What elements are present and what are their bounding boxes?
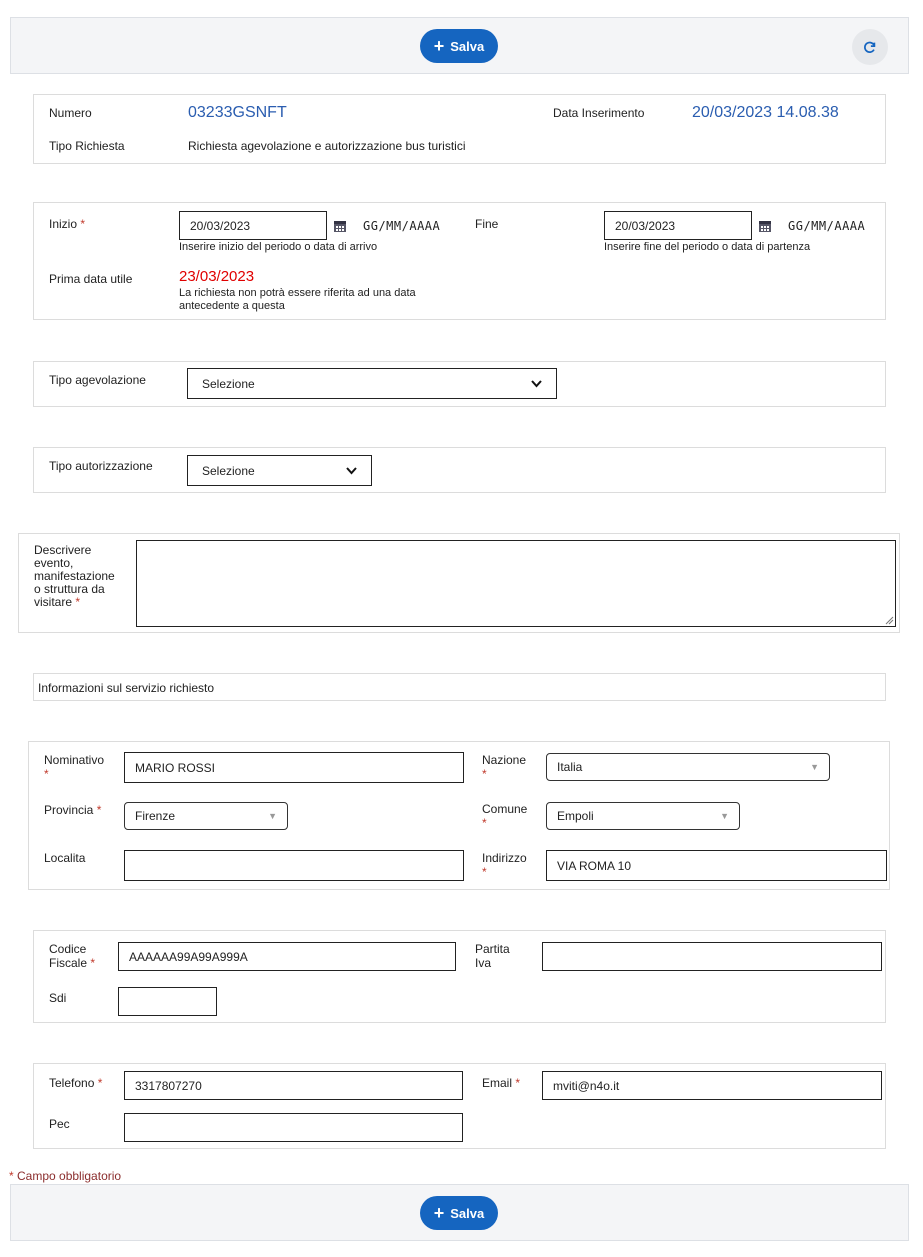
info-section-title <box>33 673 886 701</box>
agevolazione-select[interactable] <box>187 368 557 399</box>
provincia-label: Provincia * <box>44 803 102 817</box>
fine-input[interactable]: 20/03/2023 <box>604 211 752 240</box>
save-button-top[interactable] <box>420 29 498 63</box>
caret-down-icon: ▼ <box>268 811 277 821</box>
sdi-input[interactable] <box>118 987 217 1016</box>
tipo-richiesta-value: Richiesta agevolazione e autorizzazione bus turistici <box>188 139 466 153</box>
nazione-value: Italia <box>557 760 583 774</box>
telefono-label: Telefono * <box>49 1076 103 1090</box>
contatti-section <box>33 1063 886 1149</box>
prima-data-value: 23/03/2023 <box>179 268 255 285</box>
chevron-down-icon <box>346 467 357 475</box>
caret-down-icon: ▼ <box>720 811 729 821</box>
data-inserimento-label: Data Inserimento <box>553 106 645 120</box>
autorizzazione-label: Tipo autorizzazione <box>49 459 153 473</box>
refresh-icon <box>863 40 877 54</box>
save-label: Salva <box>450 38 485 54</box>
caret-down-icon: ▼ <box>810 762 819 772</box>
prima-data-note: La richiesta non potrà essere riferita ad una data antecedente a questa <box>179 287 416 312</box>
descrizione-section <box>18 533 900 633</box>
localita-label: Localita <box>44 851 86 865</box>
info-title: Informazioni sul servizio richiesto <box>38 681 215 695</box>
inizio-format-hint: GG/MM/AAAA <box>363 219 441 233</box>
calendar-icon[interactable] <box>333 219 347 233</box>
fine-format-hint: GG/MM/AAAA <box>788 219 866 233</box>
partita-iva-input[interactable] <box>542 942 882 971</box>
inizio-hint: Inserire inizio del periodo o data di arrivo <box>179 241 378 253</box>
numero-value: 03233GSNFT <box>188 104 287 121</box>
prima-data-label: Prima data utile <box>49 272 133 286</box>
tipo-richiesta-label: Tipo Richiesta <box>49 139 125 153</box>
localita-input[interactable] <box>124 850 464 881</box>
inizio-label: Inizio * <box>49 217 86 231</box>
fine-label: Fine <box>475 217 499 231</box>
required-note: * Campo obbligatorio <box>9 1169 122 1183</box>
save-button-bottom[interactable] <box>420 1196 498 1230</box>
refresh-button[interactable] <box>852 29 888 65</box>
sdi-label: Sdi <box>49 991 67 1005</box>
plus-icon: + <box>433 36 445 56</box>
chevron-down-icon <box>531 380 542 388</box>
descrizione-textarea[interactable] <box>136 540 896 627</box>
fine-hint: Inserire fine del periodo o data di partenza <box>604 241 811 253</box>
pec-label: Pec <box>49 1117 70 1131</box>
provincia-select[interactable] <box>124 802 288 830</box>
comune-select[interactable] <box>546 802 740 830</box>
descrizione-label: Descrivere evento, manifestazione o struttura da visitare * <box>34 543 115 609</box>
pec-input[interactable] <box>124 1113 463 1142</box>
bottom-toolbar <box>10 1184 909 1241</box>
numero-label: Numero <box>49 106 92 120</box>
top-toolbar <box>10 17 909 74</box>
resize-handle-icon[interactable] <box>885 616 894 625</box>
email-input[interactable]: mviti@n4o.it <box>542 1071 882 1100</box>
autorizzazione-value: Selezione <box>202 463 255 478</box>
plus-icon: + <box>433 1203 445 1223</box>
nominativo-input[interactable]: MARIO ROSSI <box>124 752 464 783</box>
telefono-input[interactable]: 3317807270 <box>124 1071 463 1100</box>
codice-fiscale-label: Codice Fiscale * <box>49 942 96 970</box>
fiscale-section <box>33 930 886 1023</box>
provincia-value: Firenze <box>135 809 176 823</box>
agevolazione-label: Tipo agevolazione <box>49 373 146 387</box>
partita-iva-label: Partita Iva <box>475 942 510 970</box>
autorizzazione-section <box>33 447 886 493</box>
inizio-input[interactable]: 20/03/2023 <box>179 211 327 240</box>
agevolazione-section <box>33 361 886 407</box>
indirizzo-input[interactable]: VIA ROMA 10 <box>546 850 887 881</box>
email-label: Email * <box>482 1076 521 1090</box>
save-label: Salva <box>450 1205 485 1221</box>
anagrafica-section <box>28 741 890 890</box>
period-section <box>33 202 886 320</box>
comune-label: Comune * <box>482 802 528 830</box>
agevolazione-value: Selezione <box>202 376 255 391</box>
calendar-icon[interactable] <box>758 219 772 233</box>
request-header <box>33 94 886 164</box>
indirizzo-label: Indirizzo * <box>482 851 527 879</box>
nominativo-label: Nominativo * <box>44 753 105 781</box>
nazione-select[interactable] <box>546 753 830 781</box>
nazione-label: Nazione * <box>482 753 527 781</box>
data-inserimento-value: 20/03/2023 14.08.38 <box>692 104 839 121</box>
autorizzazione-select[interactable] <box>187 455 372 486</box>
comune-value: Empoli <box>557 809 594 823</box>
codice-fiscale-input[interactable]: AAAAAA99A99A999A <box>118 942 456 971</box>
